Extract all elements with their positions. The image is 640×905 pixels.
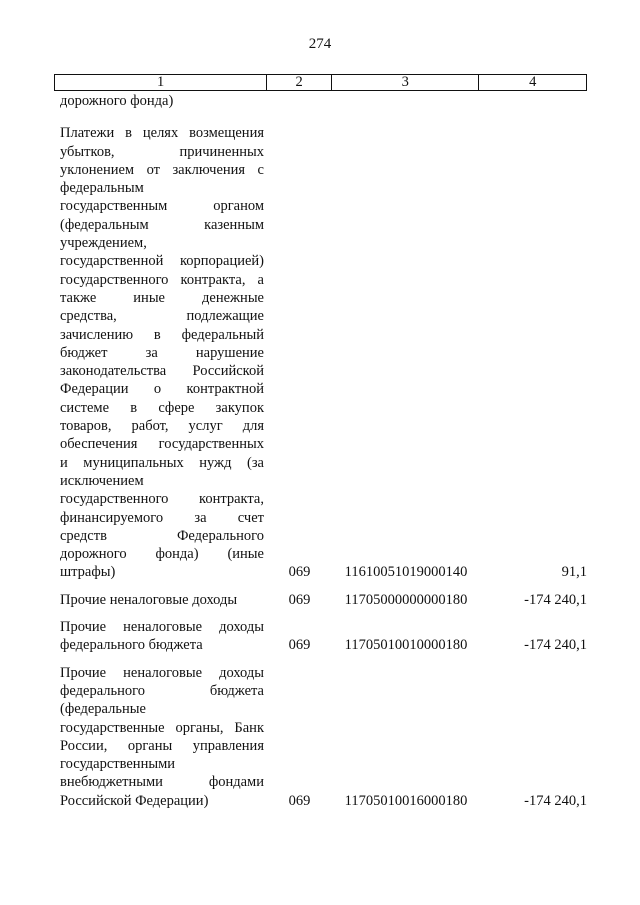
table-body bbox=[54, 92, 587, 810]
desc-line: (федеральные bbox=[60, 701, 146, 718]
desc-line: также иные денежные bbox=[60, 289, 264, 306]
row-amount: -174 240,1 bbox=[524, 792, 587, 809]
desc-line: средств Федерального bbox=[60, 527, 264, 544]
desc-line: государственного контракта, bbox=[60, 491, 264, 508]
desc-line: и муниципальных нужд (за bbox=[60, 454, 264, 471]
row-amount: -174 240,1 bbox=[524, 591, 587, 608]
desc-line: (федеральным казенным bbox=[60, 216, 264, 233]
desc-line: государственным органом bbox=[60, 198, 264, 215]
desc-line: уклонением от заключения с bbox=[60, 161, 264, 178]
row-budget-code: 11705000000000180 bbox=[344, 591, 468, 608]
row-admin-code: 069 bbox=[288, 591, 311, 608]
desc-line: государственными bbox=[60, 756, 176, 773]
row-description bbox=[54, 124, 267, 581]
desc-line: федеральным bbox=[60, 180, 144, 197]
desc-line: России, органы управления bbox=[60, 737, 264, 754]
table-header bbox=[54, 74, 587, 91]
desc-line: обеспечения государственных bbox=[60, 436, 264, 453]
header-col-3: 3 bbox=[332, 75, 479, 90]
row-description bbox=[54, 664, 267, 810]
desc-line: федерального бюджета bbox=[60, 637, 203, 654]
row-budget-code: 11705010016000180 bbox=[344, 792, 468, 809]
desc-line: дорожного фонда) (иные bbox=[60, 546, 264, 563]
table-row bbox=[54, 124, 587, 581]
table-row bbox=[54, 664, 587, 810]
desc-line: Платежи в целях возмещения bbox=[60, 125, 264, 142]
header-col-2: 2 bbox=[267, 75, 332, 90]
table-row bbox=[54, 618, 587, 655]
desc-line: учреждением, bbox=[60, 235, 147, 252]
row-budget-code: 11705010010000180 bbox=[344, 637, 468, 654]
page-number: 274 bbox=[308, 36, 332, 52]
desc-line: системе в сфере закупок bbox=[60, 399, 264, 416]
desc-line: государственного контракта, а bbox=[60, 271, 264, 288]
row-budget-code: 11610051019000140 bbox=[344, 564, 468, 581]
desc-line: государственной корпорацией) bbox=[60, 253, 264, 270]
row-admin-code: 069 bbox=[288, 792, 311, 809]
desc-line: штрафы) bbox=[60, 564, 116, 581]
continuation-row bbox=[54, 92, 587, 110]
desc-line: законодательства Российской bbox=[60, 363, 264, 380]
desc-line: убытков, причиненных bbox=[60, 143, 264, 160]
header-col-4: 4 bbox=[529, 74, 537, 90]
row-amount: -174 240,1 bbox=[524, 637, 587, 654]
desc-line: Прочие неналоговые доходы bbox=[60, 664, 264, 681]
continuation-text: дорожного фонда) bbox=[60, 93, 174, 109]
desc-line: Российской Федерации) bbox=[60, 792, 209, 809]
header-col-1: 1 bbox=[55, 75, 267, 90]
desc-line: федерального бюджета bbox=[60, 682, 264, 699]
desc-line: средства, подлежащие bbox=[60, 308, 264, 325]
desc-line: бюджет за нарушение bbox=[60, 344, 264, 361]
desc-line: Прочие неналоговые доходы bbox=[60, 619, 264, 636]
desc-line: финансируемого за счет bbox=[60, 509, 264, 526]
desc-line: Федерации о контрактной bbox=[60, 381, 264, 398]
row-amount: 91,1 bbox=[561, 564, 587, 581]
row-description bbox=[54, 591, 267, 609]
desc-line: Прочие неналоговые доходы bbox=[60, 591, 238, 608]
desc-line: зачислению в федеральный bbox=[60, 326, 264, 343]
table-row bbox=[54, 591, 587, 609]
desc-line: внебюджетными фондами bbox=[60, 774, 264, 791]
desc-line: исключением bbox=[60, 472, 144, 489]
desc-line: товаров, работ, услуг для bbox=[60, 418, 264, 435]
desc-line: государственные органы, Банк bbox=[60, 719, 264, 736]
row-description bbox=[54, 618, 267, 655]
row-admin-code: 069 bbox=[288, 564, 311, 581]
row-admin-code: 069 bbox=[288, 637, 311, 654]
